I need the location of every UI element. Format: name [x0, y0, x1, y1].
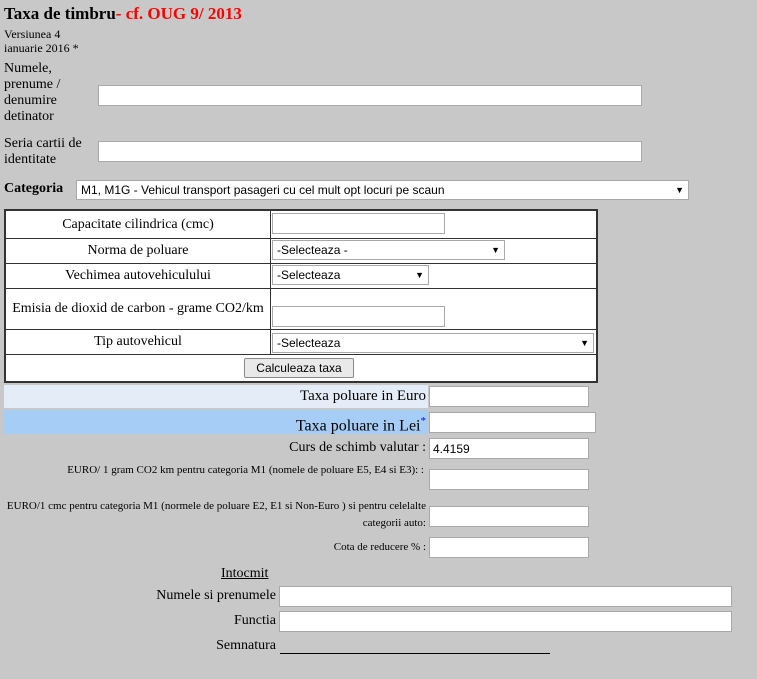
title-law: cf. OUG 9/ 2013 [125, 4, 242, 23]
holder-name-label: Numele, prenume / denumire detinator [4, 61, 61, 124]
euro-label: Taxa poluare in Euro [300, 388, 426, 404]
signature-line [280, 653, 550, 654]
cmc-rate-input[interactable] [429, 506, 589, 527]
vehicle-details-table [4, 209, 598, 383]
type-select[interactable] [272, 333, 594, 353]
holder-id-label: Seria cartii de identitate [4, 136, 82, 167]
co2-input[interactable] [272, 306, 445, 327]
version-note: Versiunea 4 ianuarie 2016 * [4, 27, 79, 55]
chevron-down-icon: ▼ [491, 245, 500, 255]
chevron-down-icon: ▼ [580, 338, 589, 348]
holder-id-input[interactable] [98, 141, 642, 162]
norm-select[interactable] [272, 240, 505, 260]
title-main: Taxa de timbru [4, 4, 116, 23]
lei-output[interactable] [429, 412, 596, 433]
norm-label: Norma de poluare [6, 239, 271, 263]
lei-asterisk: * [420, 415, 426, 427]
age-selected: -Selecteaza [277, 268, 341, 282]
type-selected: -Selecteaza [277, 336, 341, 350]
lei-label [126, 413, 426, 434]
age-label: Vechimea autovehiculului [6, 264, 271, 288]
prepared-function-input[interactable] [279, 611, 732, 632]
prepared-name-input[interactable] [279, 586, 732, 607]
prepared-function-label: Functia [234, 613, 276, 628]
signature-label: Semnatura [216, 638, 276, 653]
prepared-heading: Intocmit [221, 566, 269, 581]
lei-label-text: Taxa poluare in Lei [295, 417, 421, 435]
age-select[interactable] [272, 265, 429, 285]
title-sep: - [115, 4, 122, 23]
chevron-down-icon: ▼ [415, 270, 424, 280]
norm-selected: -Selecteaza - [277, 243, 348, 257]
category-selected: M1, M1G - Vehicul transport pasageri cu cel mult opt locuri pe scaun [81, 183, 445, 197]
category-select[interactable] [76, 180, 689, 200]
cmc-rate-label: EURO/1 cmc pentru categoria M1 (normele de poluare E2, E1 si Non-Euro ) si pentru celelalte categorii auto: [6, 500, 426, 529]
euro-output[interactable] [429, 386, 589, 407]
rate-label: Curs de schimb valutar : [289, 440, 426, 455]
rate-input[interactable] [429, 438, 589, 459]
type-label: Tip autovehicul [6, 330, 271, 354]
holder-name-input[interactable] [98, 85, 642, 106]
category-label: Categoria [4, 181, 64, 196]
page-title [4, 4, 242, 24]
capacity-label: Capacitate cilindrica (cmc) [6, 211, 271, 238]
discount-label: Cota de reducere % : [333, 541, 426, 553]
co2-label: Emisia de dioxid de carbon - grame CO2/km [6, 289, 271, 329]
calculate-button[interactable]: Calculeaza taxa [244, 358, 354, 378]
discount-input[interactable] [429, 537, 589, 558]
capacity-input[interactable] [272, 213, 445, 234]
chevron-down-icon: ▼ [675, 185, 684, 195]
co2-rate-input[interactable] [429, 469, 589, 490]
co2-rate-label: EURO/ 1 gram CO2 km pentru categoria M1 (nomele de poluare E5, E4 si E3): : [67, 464, 424, 476]
prepared-name-label: Numele si prenumele [156, 588, 276, 603]
